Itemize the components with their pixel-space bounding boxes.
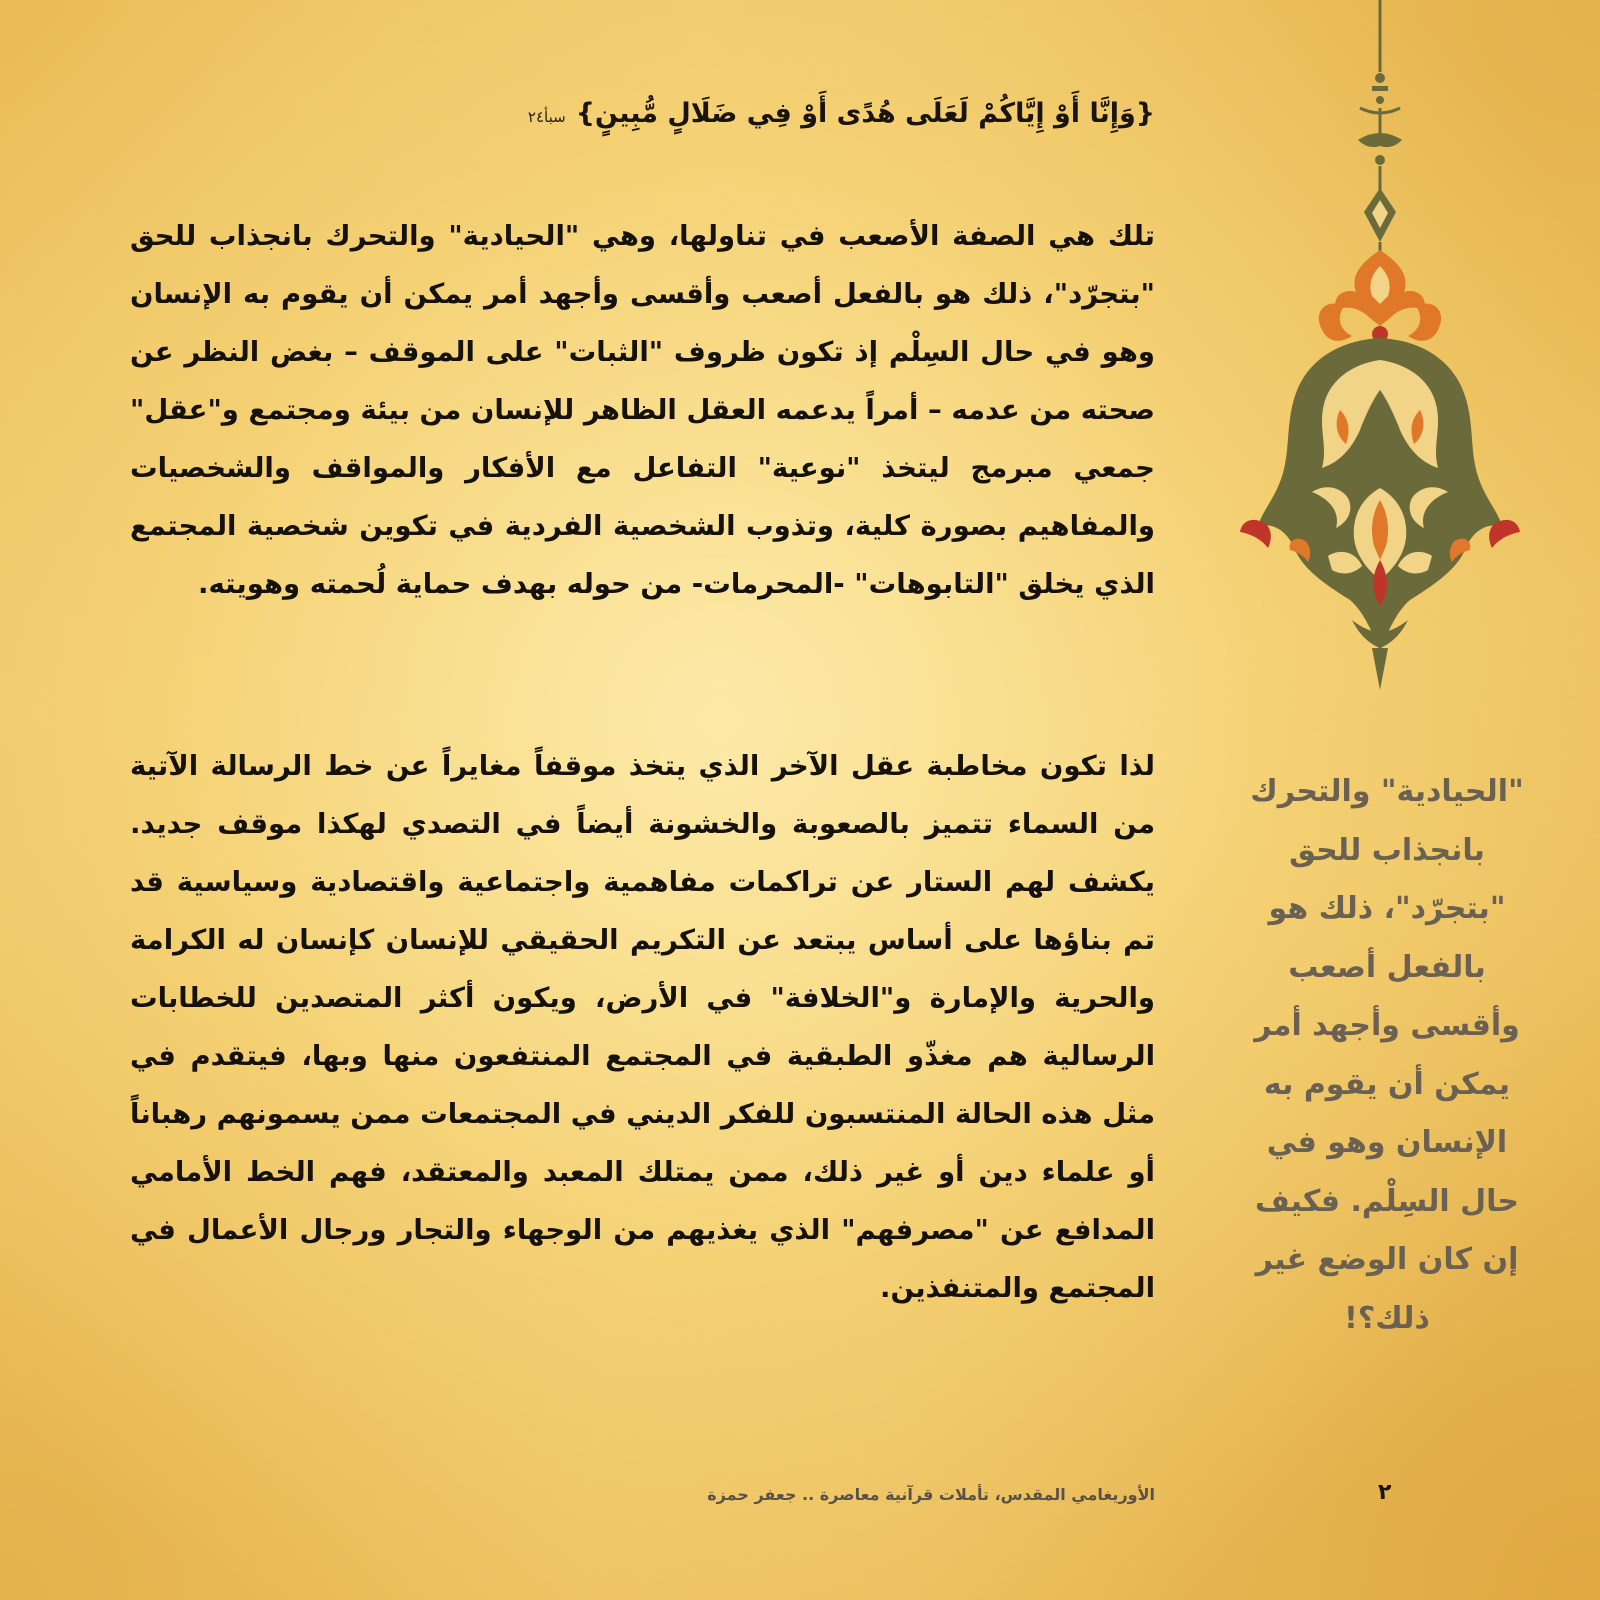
verse-reference: سبأ٢٤ [527, 108, 566, 126]
paragraph-2: لذا تكون مخاطبة عقل الآخر الذي يتخذ موقفاً مغايراً عن خط الرسالة الآتية من السماء تتميز بالصعوبة والخشونة أيضاً في التصدي لهكذا موقف جديد. يكشف لهم الستار عن تراكمات مفاهمية واجتماعية واقتصادية وسياسية قد تم بناؤها على أساس يبتعد عن التكريم الحقيقي للإنسان كإنسان له الكرامة والحرية والإمارة و"الخلافة" في الأرض، ويكون أكثر المتصدين للخطابات الرسالية هم مغذّو الطبقية في المجتمع المنتفعون منها وبها، فيتقدم في مثل هذه الحالة المنتسبون للفكر الديني في المجتمعات ممن يسمونهم رهباناً أو علماء دين أو غير ذلك، ممن يمتلك المعبد والمعتقد، فهم الخط الأمامي المدافع عن "مصرفهم" الذي يغذيهم من الوجهاء والتجار ورجال الأعمال في المجتمع والمتنفذين. [130, 750, 1155, 1304]
verse-text: {وَإِنَّا أَوْ إِيَّاكُمْ لَعَلَى هُدًى أَوْ فِي ضَلَالٍ مُّبِينٍ} [575, 98, 1155, 129]
page-number: ٢ [1378, 1480, 1392, 1505]
paragraph-1: تلك هي الصفة الأصعب في تناولها، وهي "الحيادية" والتحرك بانجذاب للحق "بتجرّد"، ذلك هو بالفعل أصعب وأقسى وأجهد أمر يمكن أن يقوم به الإنسان وهو في حال السِلْم إذ تكون ظروف "الثبات" على الموقف – بغض النظر عن صحته من عدمه – أمراً يدعمه العقل الظاهر للإنسان من بيئة ومجتمع و"عقل" جمعي مبرمج ليتخذ "نوعية" التفاعل مع الأفكار والمواقف والشخصيات والمفاهيم بصورة كلية، وتذوب الشخصية الفردية في تكوين شخصية المجتمع الذي يخلق "التابوهات" -المحرمات- من حوله بهدف حماية لُحمته وهويته. [130, 220, 1155, 600]
quran-verse [395, 92, 1155, 139]
pull-quote: "الحيادية" والتحرك بانجذاب للحق "بتجرّد"، ذلك هو بالفعل أصعب وأقسى وأجهد أمر يمكن أن يقوم به الإنسان وهو في حال السِلْم. فكيف إن كان الوضع غير ذلك؟! [1250, 774, 1524, 1336]
hanging-arabesque-ornament-icon [1232, 0, 1528, 700]
footer-book-title: الأوريغامي المقدس، تأملات قرآنية معاصرة .. جعفر حمزة [707, 1485, 1155, 1504]
